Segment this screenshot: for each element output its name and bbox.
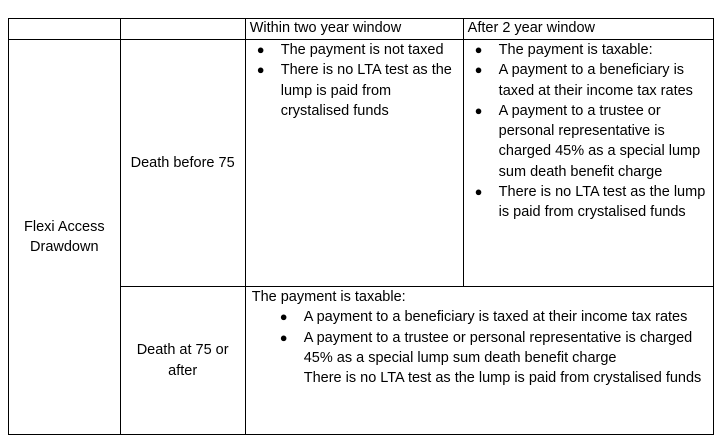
list-item	[468, 182, 709, 223]
list-item-text: A payment to a beneficiary is taxed at their income tax rates	[303, 309, 688, 326]
bullet-icon: ●	[256, 62, 265, 78]
list-item	[250, 60, 459, 121]
list-item	[468, 40, 709, 60]
death-benefit-table	[8, 18, 714, 435]
list-item-text: There is no LTA test as the lump is paid from crystalised funds	[498, 184, 706, 221]
header-within-two-year: Within two year window	[245, 19, 463, 40]
bullet-icon: ●	[474, 42, 483, 57]
list-item	[273, 328, 709, 369]
list-item-text: A payment to a trustee or personal representative is charged 45% as a special lump sum death benefit charge	[303, 329, 693, 366]
list-item	[250, 40, 459, 60]
list-item-text: A payment to a trustee or personal representative is charged 45% as a special lump sum death benefit charge	[498, 102, 701, 180]
list-item-text: There is no LTA test as the lump is paid from crystalised funds	[280, 62, 452, 119]
bullet-icon: ●	[474, 184, 483, 200]
bullet-list	[250, 40, 459, 121]
bullet-icon: ●	[474, 62, 483, 78]
bullet-icon: ●	[279, 329, 288, 345]
header-after-two-year: After 2 year window	[463, 19, 713, 40]
header-empty-cell-1	[9, 19, 121, 40]
list-item-text: The payment is taxable:	[498, 42, 653, 58]
cell-before75-after	[463, 40, 713, 287]
bullet-icon: ●	[474, 102, 483, 118]
header-empty-cell-2	[120, 19, 245, 40]
bullet-list	[468, 40, 709, 223]
row-label-death-at-75-or-after: Death at 75 or after	[120, 287, 245, 435]
cell-after75-combined	[245, 287, 713, 435]
cell-before75-within	[245, 40, 463, 287]
list-item-text: The payment is not taxed	[280, 42, 444, 58]
list-item	[273, 307, 709, 327]
list-item	[468, 101, 709, 182]
row-label-death-before-75: Death before 75	[120, 40, 245, 287]
after75-intro: The payment is taxable:	[251, 289, 406, 305]
row-label-flexi-access-drawdown: Flexi Access Drawdown	[9, 40, 121, 435]
bullet-list	[273, 307, 709, 368]
list-item	[468, 60, 709, 101]
list-item-text: A payment to a beneficiary is taxed at their income tax rates	[498, 62, 693, 99]
bullet-icon: ●	[279, 309, 288, 325]
bullet-icon: ●	[256, 42, 265, 57]
after75-tail-text: There is no LTA test as the lump is paid from crystalised funds	[303, 370, 702, 387]
row-death-before-75	[9, 40, 714, 287]
header-row	[9, 19, 714, 40]
